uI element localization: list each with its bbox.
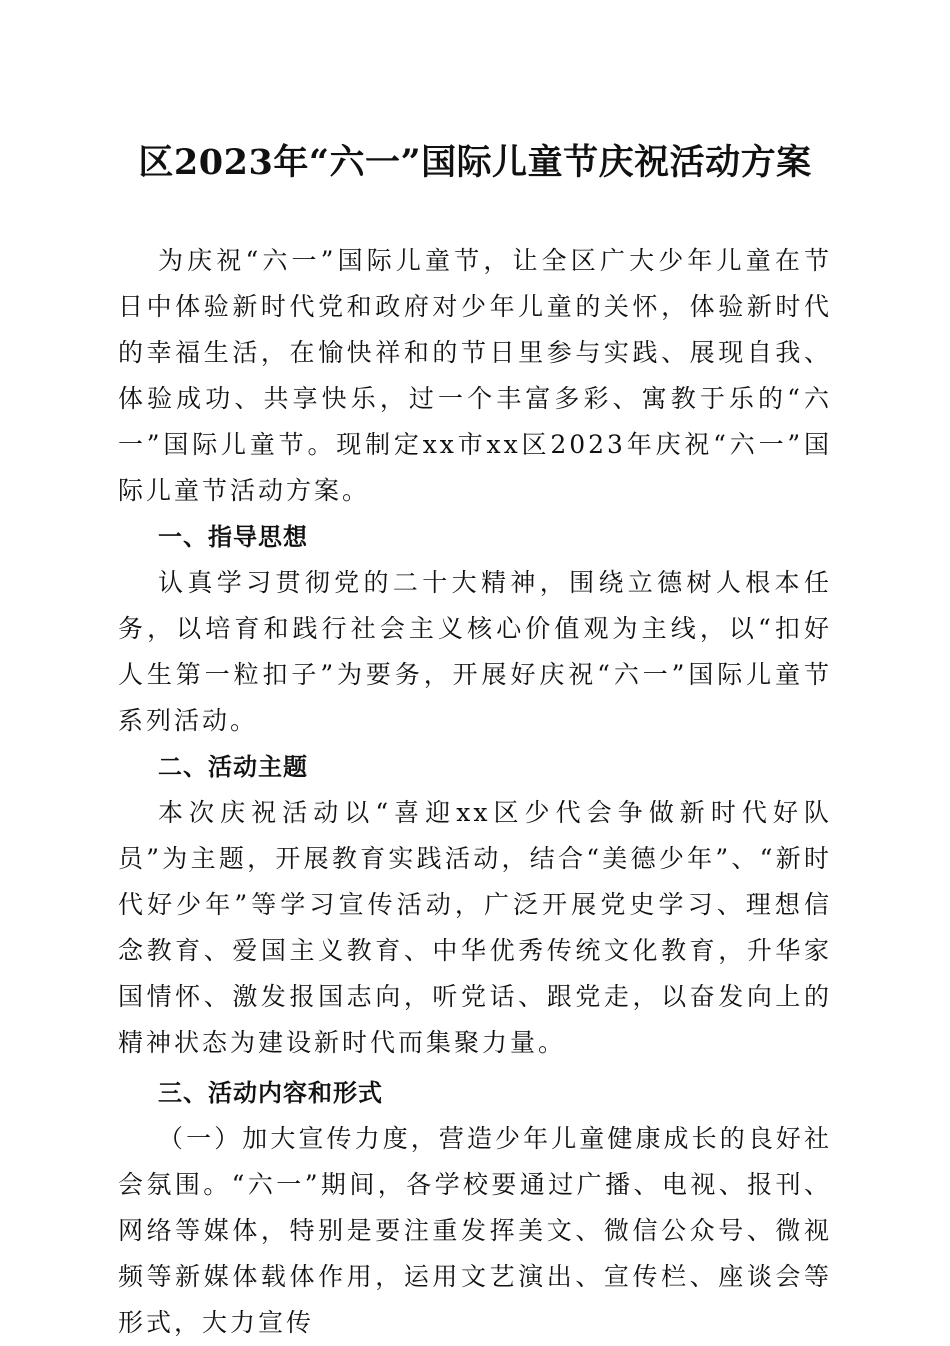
- section-text-guiding-ideology: 认真学习贯彻党的二十大精神，围绕立德树人根本任务，以培育和践行社会主义核心价值观为主线，以“扣好人生第一粒扣子”为要务，开展好庆祝“六一”国际儿童节系列活动。: [118, 568, 832, 735]
- intro-paragraph: 为庆祝“六一”国际儿童节，让全区广大少年儿童在节日中体验新时代党和政府对少年儿童的关怀，体验新时代的幸福生活，在愉快祥和的节日里参与实践、展现自我、体验成功、共享快乐，过一个丰富多彩、寓教于乐的“六一”国际儿童节。现制定xx市xx区2023年庆祝“六一”国际儿童节活动方案。: [118, 246, 832, 505]
- document-page: [118, 138, 832, 1346]
- section-heading-guiding-ideology: 一、指导思想: [158, 523, 308, 551]
- section-text-activity-content: （一）加大宣传力度，营造少年儿童健康成长的良好社会氛围。“六一”期间，各学校要通过广播、电视、报刊、网络等媒体，特别是要注重发挥美文、微信公众号、微视频等新媒体载体作用，运用文艺演出、宣传栏、座谈会等形式，大力宣传: [118, 1124, 832, 1337]
- section-heading-activity-content: 三、活动内容和形式: [158, 1079, 383, 1107]
- document-title: 区2023年“六一”国际儿童节庆祝活动方案: [138, 142, 812, 183]
- section-heading-activity-theme: 二、活动主题: [158, 753, 308, 781]
- section-text-activity-theme: 本次庆祝活动以“喜迎xx区少代会争做新时代好队员”为主题，开展教育实践活动，结合“美德少年”、“新时代好少年”等学习宣传活动，广泛开展党史学习、理想信念教育、爱国主义教育、中华优秀传统文化教育，升华家国情怀、激发报国志向，听党话、跟党走，以奋发向上的精神状态为建设新时代而集聚力量。: [118, 798, 832, 1057]
